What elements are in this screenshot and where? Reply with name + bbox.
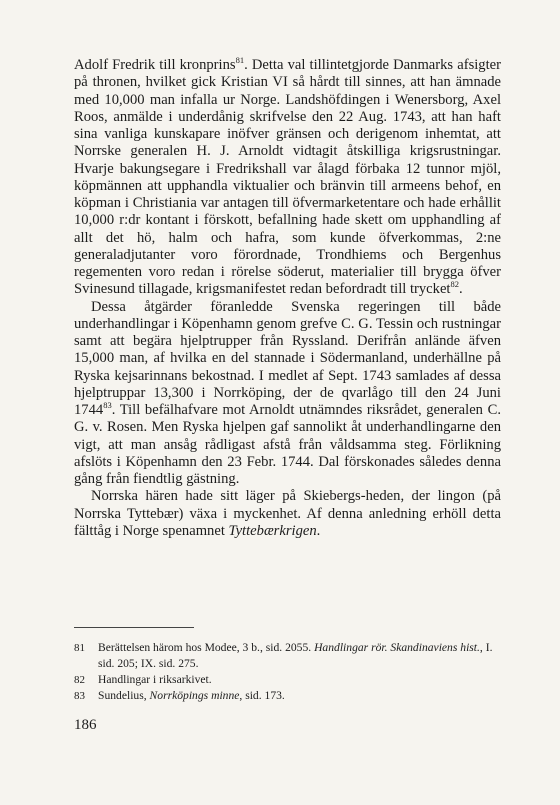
text-run: Adolf Fredrik till kronprins	[74, 57, 236, 73]
text-run: . Till befälhafvare mot Arnoldt utnämndes riksrådet, generalen C. G. v. Rosen. Men Ryska hjelpen gaf sannolikt åt underhandlingarne den vigt, att man ansåg rådligast afstå från våldsamma steg. Förlikning afslöts i Köpenhamn den 23 Febr. 1744. Dal förskonades således denna gång från fiendtlig gästning.	[74, 402, 501, 487]
text-run: , I. sid. 205; IX. sid. 275.	[98, 641, 493, 670]
text-run: Sundelius,	[98, 689, 150, 702]
main-text	[74, 57, 501, 540]
footnote-ref-82[interactable]: 82	[450, 279, 459, 290]
italic-title: Norrköpings minne	[149, 689, 240, 702]
footnote-number: 81	[74, 642, 85, 654]
text-run: .	[316, 522, 321, 539]
page-number: 186	[74, 717, 97, 733]
footnote-text	[98, 688, 501, 704]
footnote-number: 82	[74, 674, 85, 686]
text-run: Dessa åtgärder föranledde Svenska regeringen till både underhandlingar i Köpenhamn genom grefve C. G. Tessin och rustningar samt att begära hjelptrupper från Ryssland. Derifrån anlände äfven 15,000 man, af hvilka en del stannade i Södermanland, underhällne på Ryska kejsarinnans bekostnad. I medlet af Sept. 1743 samlades af dessa hjelptruppar 13,300 i Norrköping, der de qvarlågo till den 24 Juni 1744	[74, 298, 501, 418]
footnote-number: 83	[74, 690, 85, 702]
text-run: Berättelsen härom hos Modee, 3 b., sid. 2055.	[98, 641, 315, 654]
paragraph-3	[74, 488, 501, 540]
text-run: .	[459, 281, 463, 298]
italic-term: Tyttebærkrigen	[228, 522, 317, 539]
text-run: , sid. 173.	[239, 689, 285, 702]
footnote-ref-83[interactable]: 83	[103, 400, 112, 410]
paragraph-1	[74, 57, 501, 299]
footnote-82	[74, 672, 501, 688]
footnote-text	[98, 640, 501, 672]
text-run: Norrska hären hade sitt läger på Skiebergs-heden, der lingon (på Norrska Tyttebær) växa i myckenhet. Af denna anledning erhöll detta fälttåg i Norge spenamnet	[74, 488, 501, 539]
footnote-ref-81[interactable]: 81	[235, 55, 245, 65]
footnote-81	[74, 640, 501, 672]
footnote-divider	[74, 627, 194, 628]
footnote-text: Handlingar i riksarkivet.	[98, 673, 212, 686]
footnote-83	[74, 688, 501, 704]
paragraph-2	[74, 299, 501, 489]
text-run: . Detta val tillintetgjorde Danmarks afsigter på thronen, hvilket gick Kristian VI så hårdt till sinnes, att han ämnade med 10,000 man infalla ur Norge. Landshöfdingen i Wenersborg, Axel Roos, anmälde i underdånig skrifvelse den 22 Aug. 1743, att han haft sina vanliga kunskapare inöfver gränsen och derigenom inhemtat, att Norrske generalen H. J. Arnoldt vidtagit åtskilliga krigsrustningar. Hvarje bakungsegare i Fredrikshall var ålagd förbaka 12 tunnor mjöl, köpmännen att upphandla viktualier och bränvin till armeens behof, en köpman i Christiania var antagen till öfvermarketentare och hade erhållit 10,000 r:dr kontant i förskott, befallning hade skett om upphandling af allt det hö, halm och hafra, som kunde öfverkommas, 2:ne generaladjutanter voro förordnade, Trondhiems och Bergenhus regementen voro redan i rörelse söderut, materialier till brygga öfver Svinesund tillagade, krigsmanifestet redan befordradt till trycket	[74, 57, 501, 298]
footnotes	[74, 640, 501, 704]
italic-title: Handlingar rör. Skandinaviens hist.	[314, 641, 480, 654]
